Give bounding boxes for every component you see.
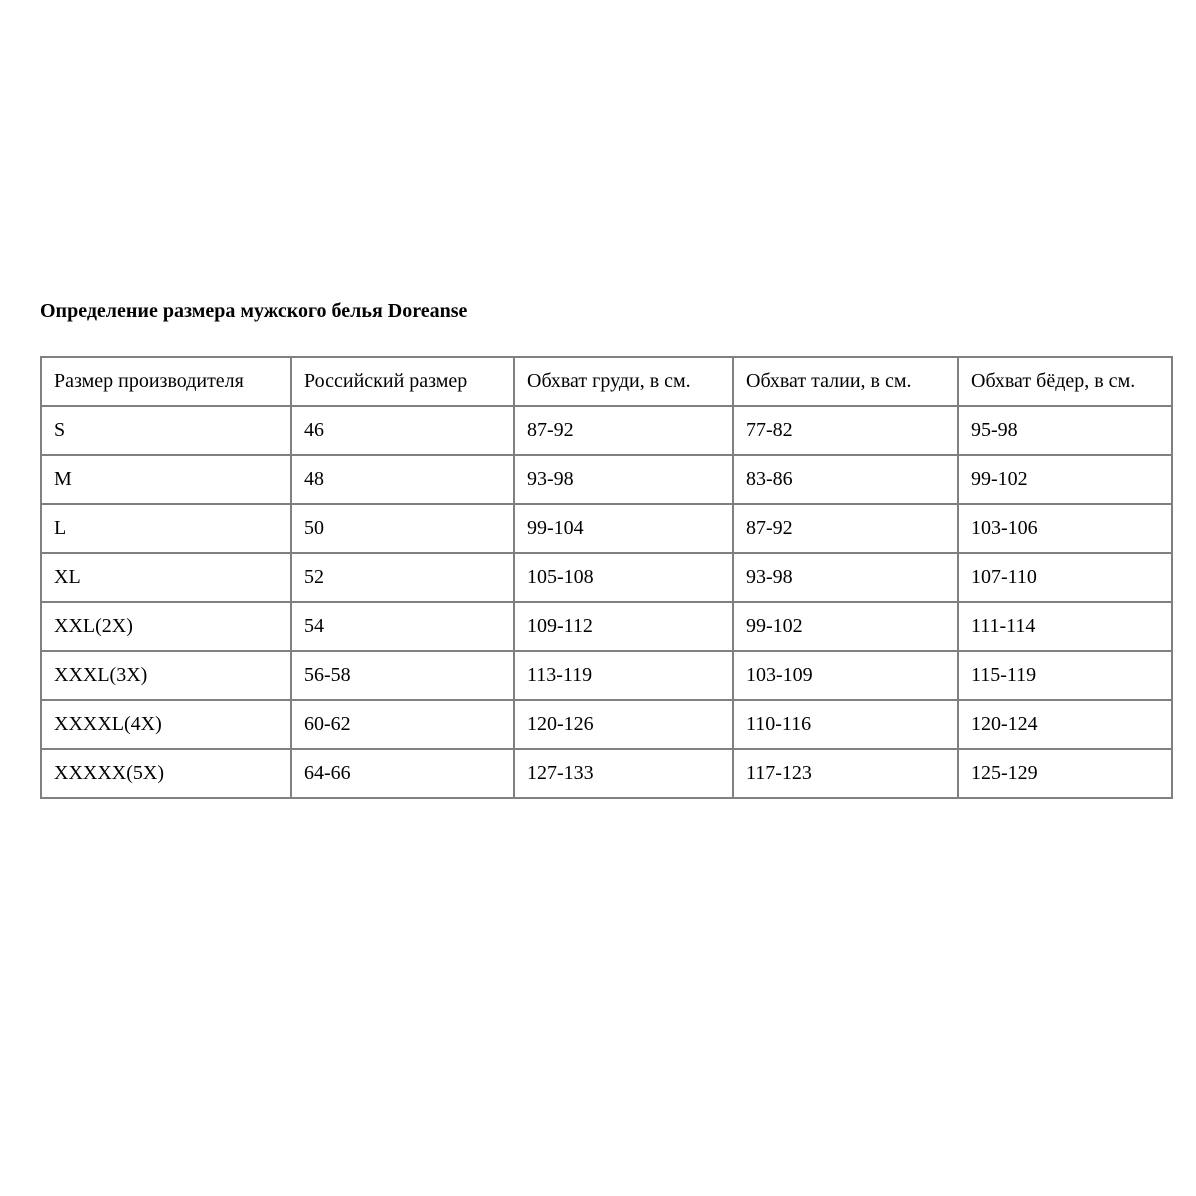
table-cell: 103-106 (958, 504, 1172, 553)
table-cell: 95-98 (958, 406, 1172, 455)
column-header-russian-size: Российский размер (291, 357, 514, 406)
table-cell: 64-66 (291, 749, 514, 798)
column-header-waist: Обхват талии, в см. (733, 357, 958, 406)
table-cell: 115-119 (958, 651, 1172, 700)
table-cell: 93-98 (733, 553, 958, 602)
table-cell: 46 (291, 406, 514, 455)
table-cell: 99-102 (733, 602, 958, 651)
table-cell: M (41, 455, 291, 504)
table-cell: 103-109 (733, 651, 958, 700)
table-cell: 99-104 (514, 504, 733, 553)
table-cell: XL (41, 553, 291, 602)
table-cell: 113-119 (514, 651, 733, 700)
table-cell: 54 (291, 602, 514, 651)
size-chart-table (40, 356, 1173, 799)
table-cell: 83-86 (733, 455, 958, 504)
column-header-chest: Обхват груди, в см. (514, 357, 733, 406)
table-header-row (41, 357, 1172, 406)
table-cell: 125-129 (958, 749, 1172, 798)
table-cell: 87-92 (514, 406, 733, 455)
table-cell: 56-58 (291, 651, 514, 700)
table-cell: S (41, 406, 291, 455)
column-header-manufacturer-size: Размер производителя (41, 357, 291, 406)
table-row (41, 651, 1172, 700)
table-cell: 111-114 (958, 602, 1172, 651)
table-cell: 99-102 (958, 455, 1172, 504)
table-row (41, 455, 1172, 504)
table-cell: XXXXX(5X) (41, 749, 291, 798)
table-row (41, 406, 1172, 455)
table-cell: XXXXL(4X) (41, 700, 291, 749)
table-cell: 50 (291, 504, 514, 553)
table-cell: 120-126 (514, 700, 733, 749)
table-cell: XXL(2X) (41, 602, 291, 651)
table-cell: L (41, 504, 291, 553)
table-cell: 105-108 (514, 553, 733, 602)
table-cell: 117-123 (733, 749, 958, 798)
table-row (41, 553, 1172, 602)
table-cell: 48 (291, 455, 514, 504)
table-row (41, 602, 1172, 651)
table-cell: 109-112 (514, 602, 733, 651)
table-row (41, 749, 1172, 798)
table-row (41, 504, 1172, 553)
table-cell: 52 (291, 553, 514, 602)
table-cell: 107-110 (958, 553, 1172, 602)
table-cell: 77-82 (733, 406, 958, 455)
table-cell: 93-98 (514, 455, 733, 504)
table-row (41, 700, 1172, 749)
table-cell: 127-133 (514, 749, 733, 798)
table-cell: XXXL(3X) (41, 651, 291, 700)
table-cell: 87-92 (733, 504, 958, 553)
table-cell: 60-62 (291, 700, 514, 749)
column-header-hips: Обхват бёдер, в см. (958, 357, 1172, 406)
table-cell: 120-124 (958, 700, 1172, 749)
table-cell: 110-116 (733, 700, 958, 749)
page-title: Определение размера мужского белья Doreanse (40, 300, 468, 322)
